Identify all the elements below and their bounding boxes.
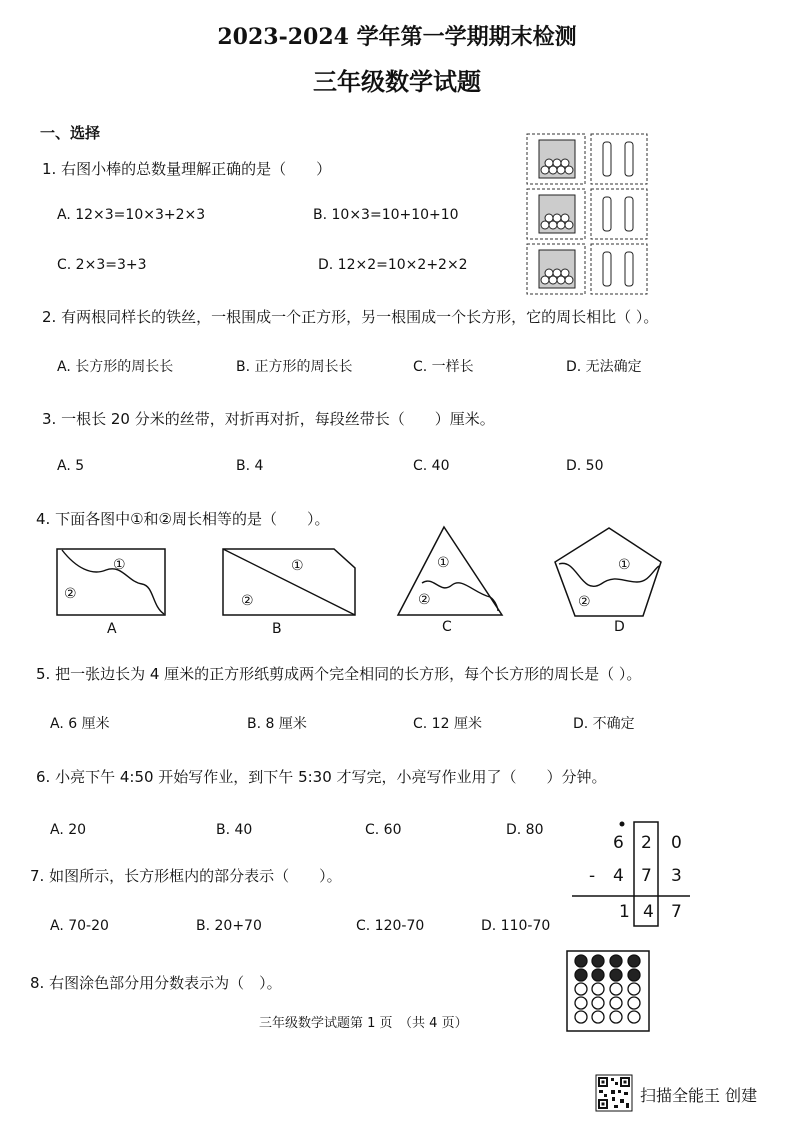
figure-c-region-2: ② xyxy=(418,592,431,608)
figure-d-region-2: ② xyxy=(578,594,591,610)
question-6-option-a[interactable]: A. 20 xyxy=(50,822,87,838)
subtraction-result-tens: 4 xyxy=(643,902,654,922)
question-6-option-d[interactable]: D. 80 xyxy=(506,822,544,838)
section-heading: 一、选择 xyxy=(40,124,101,142)
question-3-option-b[interactable]: B. 4 xyxy=(236,458,264,474)
question-2-stem: 2. 有两根同样长的铁丝，一根围成一个正方形，另一根围成一个长方形，它的周长相比（ ）。 xyxy=(42,308,659,326)
question-1-option-a[interactable]: A. 12×3=10×3+2×3 xyxy=(57,207,206,223)
figure-b-region-1: ① xyxy=(291,558,304,574)
scanner-watermark: 扫描全能王 创建 xyxy=(640,1086,758,1105)
question-3-option-c[interactable]: C. 40 xyxy=(413,458,450,474)
exam-subtitle: 三年级数学试题 xyxy=(313,67,481,96)
question-1-option-d[interactable]: D. 12×2=10×2+2×2 xyxy=(318,257,468,273)
question-3-option-d[interactable]: D. 50 xyxy=(566,458,604,474)
figure-c xyxy=(396,525,504,617)
subtraction-minus-sign: - xyxy=(589,866,596,886)
subtraction-minuend-ones: 0 xyxy=(671,833,682,853)
question-3-option-a[interactable]: A. 5 xyxy=(57,458,85,474)
subtraction-minuend-hundreds: 6 xyxy=(613,833,624,853)
question-2-option-b[interactable]: B. 正方形的周长长 xyxy=(236,359,353,375)
subtraction-result-hundreds: 1 xyxy=(619,902,630,922)
figure-d-label[interactable]: D xyxy=(614,619,625,635)
question-7-option-d[interactable]: D. 110-70 xyxy=(481,918,551,934)
subtraction-subtrahend-tens: 7 xyxy=(641,866,652,886)
question-7-stem: 7. 如图所示，长方形框内的部分表示（ ）。 xyxy=(30,867,342,885)
subtraction-subtrahend-ones: 3 xyxy=(671,866,682,886)
question-6-stem: 6. 小亮下午 4:50 开始写作业，到下午 5:30 才写完，小亮写作业用了（ ）分钟。 xyxy=(36,768,607,786)
circles-grid-figure xyxy=(566,950,650,1032)
figure-a-label[interactable]: A xyxy=(107,621,117,637)
question-5-option-d[interactable]: D. 不确定 xyxy=(573,716,635,732)
sticks-figure xyxy=(525,130,660,295)
question-7-option-b[interactable]: B. 20+70 xyxy=(196,918,262,934)
question-6-option-c[interactable]: C. 60 xyxy=(365,822,402,838)
question-1-option-c[interactable]: C. 2×3=3+3 xyxy=(57,257,147,273)
question-2-option-c[interactable]: C. 一样长 xyxy=(413,359,474,375)
figure-d xyxy=(553,526,665,618)
question-5-option-a[interactable]: A. 6 厘米 xyxy=(50,716,110,732)
figure-a-region-2: ② xyxy=(64,586,77,602)
qr-code-icon xyxy=(596,1075,632,1111)
exam-title: 2023-2024 学年第一学期期末检测 xyxy=(217,24,577,50)
question-4-stem: 4. 下面各图中①和②周长相等的是（ ）。 xyxy=(36,510,330,528)
question-5-option-c[interactable]: C. 12 厘米 xyxy=(413,716,482,732)
subtraction-minuend-tens: 2 xyxy=(641,833,652,853)
figure-b-region-2: ② xyxy=(241,593,254,609)
figure-c-region-1: ① xyxy=(437,555,450,571)
question-7-option-c[interactable]: C. 120-70 xyxy=(356,918,425,934)
question-2-option-a[interactable]: A. 长方形的周长长 xyxy=(57,359,174,375)
question-2-option-d[interactable]: D. 无法确定 xyxy=(566,359,642,375)
figure-a xyxy=(56,548,168,618)
question-1-option-b[interactable]: B. 10×3=10+10+10 xyxy=(313,207,459,223)
subtraction-subtrahend-hundreds: 4 xyxy=(613,866,624,886)
question-1-stem: 1. 右图小棒的总数量理解正确的是（ ） xyxy=(42,160,332,178)
figure-d-region-1: ① xyxy=(618,557,631,573)
question-5-option-b[interactable]: B. 8 厘米 xyxy=(247,716,307,732)
figure-a-region-1: ① xyxy=(113,557,126,573)
question-8-stem: 8. 右图涂色部分用分数表示为（ ）。 xyxy=(30,974,282,992)
question-7-option-a[interactable]: A. 70-20 xyxy=(50,918,109,934)
figure-b-label[interactable]: B xyxy=(272,621,282,637)
figure-c-label[interactable]: C xyxy=(442,619,452,635)
question-3-stem: 3. 一根长 20 分米的丝带，对折再对折，每段丝带长（ ）厘米。 xyxy=(42,410,495,428)
subtraction-result-ones: 7 xyxy=(671,902,682,922)
sticks-row xyxy=(527,134,647,184)
page-footer: 三年级数学试题第 1 页 （共 4 页） xyxy=(259,1016,468,1031)
question-5-stem: 5. 把一张边长为 4 厘米的正方形纸剪成两个完全相同的长方形，每个长方形的周长是（ ）。 xyxy=(36,665,642,683)
question-6-option-b[interactable]: B. 40 xyxy=(216,822,253,838)
